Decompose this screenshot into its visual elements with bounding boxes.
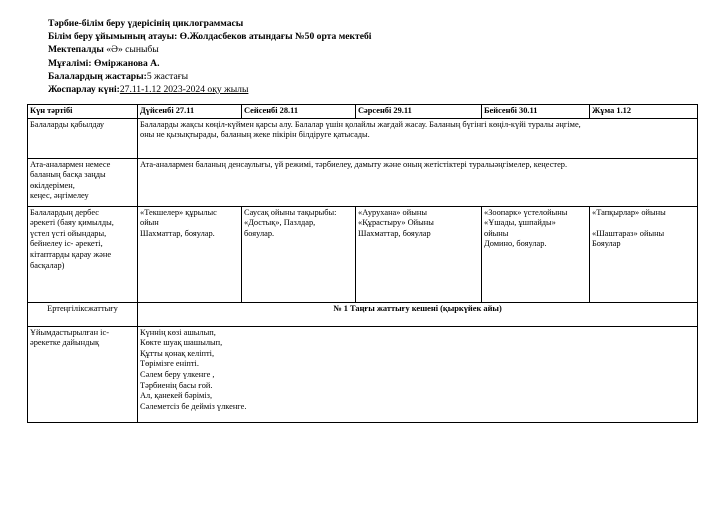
document-title: Тәрбие-білім беру үдерісінің циклограммасы xyxy=(48,18,244,29)
activity-tuesday-line: «Достық», Пазлдар, xyxy=(244,218,316,228)
activity-thursday-line: ойыны xyxy=(484,228,509,238)
activity-tuesday-line: Саусақ ойыны тақырыбы: xyxy=(244,207,337,217)
reception-text xyxy=(138,118,698,158)
activity-monday xyxy=(138,206,242,302)
organization-line xyxy=(48,30,371,43)
poem-line: Көкте шуақ шашылып, xyxy=(140,338,223,348)
reception-label: Балаларды қабылдау xyxy=(28,118,138,158)
reception-text-line: оны не қызықтырады, баланың жеке пікірін білдіруге қатысады. xyxy=(140,130,370,140)
activity-friday-spacer xyxy=(592,218,695,229)
readiness-label-line: әрекетке дайындық xyxy=(30,338,100,348)
table-header-row xyxy=(28,105,698,119)
poem-line: Төрімізге еніпті. xyxy=(140,359,199,369)
poem-line: Ал, қанекей бәріміз, xyxy=(140,391,213,401)
poem-line: Сәлем беру үлкенге , xyxy=(140,369,215,379)
organization-value: Ө.Жолдасбеков атындағы №50 орта мектебі xyxy=(177,31,372,43)
plan-date-value: 27.11-1.12 2023-2024 оқу жылы xyxy=(119,84,249,96)
activity-label-line: Балалардың дербес xyxy=(30,207,99,217)
reception-text-line: Балаларды жақсы көңіл-күймен қарсы алу. Балалар үшін қолайлы жағдай жасау. Баланың бүгінгі көңіл-күйі туралы әңгіме, xyxy=(140,119,581,129)
plan-date-line xyxy=(48,83,371,96)
activity-friday-line: Бояулар xyxy=(592,239,621,249)
column-header-friday: Жұма 1.12 xyxy=(590,105,698,119)
parents-label-line: кеңес, әңгімелеу xyxy=(30,191,89,201)
exercise-label: Ертеңгіліксжаттығу xyxy=(28,302,138,326)
teacher-value: Өміржанова А. xyxy=(91,57,160,69)
table-row-reception xyxy=(28,118,698,158)
poem-line: Тәрбиенің басы ғой. xyxy=(140,380,213,390)
parents-label-line: өкілдерімен, xyxy=(30,180,75,190)
activity-label-line: бейнелеу іс- әрекеті, xyxy=(30,239,103,249)
exercise-text: № 1 Таңғы жаттығу кешені (қыркүйек айы) xyxy=(138,302,698,326)
activity-wednesday-line: Шахматтар, бояулар xyxy=(358,228,431,238)
age-line xyxy=(48,70,371,83)
organization-label: Білім беру ұйымының атауы: xyxy=(48,31,178,43)
poem-line: Құтты қонақ келіпті, xyxy=(140,348,215,358)
column-header-monday: Дүйсенбі 27.11 xyxy=(138,105,242,119)
activity-label-line: басқалар) xyxy=(30,260,65,270)
table-row-parents xyxy=(28,158,698,206)
activity-wednesday-line: «Аурухана» ойыны xyxy=(358,207,427,217)
document-header xyxy=(48,17,371,96)
activity-thursday-line: Домино, бояулар. xyxy=(484,239,547,249)
table-row-activity xyxy=(28,206,698,302)
activity-monday-line: ойын xyxy=(140,218,159,228)
age-label: Балалардың жастары: xyxy=(48,70,147,82)
column-header-tuesday: Сейсенбі 28.11 xyxy=(242,105,356,119)
parents-text: Ата-аналармен баланың денсаулығы, үй режимі, тәрбиелеу, дамыту және оның жетістіктері туралыәңгімелер, кеңестер. xyxy=(138,158,698,206)
group-value: «Ә» сыныбы xyxy=(103,44,159,56)
activity-label-line: әрекеті (баяу қимылды, xyxy=(30,218,114,228)
group-label: Мектепалды xyxy=(48,44,104,56)
age-value: 5 жастағы xyxy=(146,70,189,82)
activity-friday-line: «Тапқырлар» ойыны xyxy=(592,207,666,217)
column-header-schedule: Күн тәртібі xyxy=(28,105,138,119)
readiness-poem xyxy=(138,326,698,422)
activity-friday xyxy=(590,206,698,302)
activity-wednesday xyxy=(356,206,482,302)
activity-monday-line: «Текшелер» құрылыс xyxy=(140,207,217,217)
column-header-thursday: Бейсенбі 30.11 xyxy=(482,105,590,119)
parents-label-line: баланың басқа заңды xyxy=(30,170,106,180)
plan-date-label: Жоспарлау күні: xyxy=(48,84,120,96)
activity-friday-line: «Шаштараз» ойыны xyxy=(592,228,665,238)
activity-wednesday-line: «Құрастыру» Ойыны xyxy=(358,218,434,228)
activity-tuesday-line: бояулар. xyxy=(244,228,275,238)
poem-line: Сәлеметсіз бе дейміз үлкенге. xyxy=(140,401,247,411)
activity-thursday xyxy=(482,206,590,302)
activity-tuesday xyxy=(242,206,356,302)
teacher-line xyxy=(48,57,371,70)
readiness-label xyxy=(28,326,138,422)
activity-thursday-line: «Ұшады, ұшпайды» xyxy=(484,218,556,228)
poem-line: Күннің көзі ашылып, xyxy=(140,327,216,337)
parents-label xyxy=(28,158,138,206)
activity-label-line: кітаптарды қарау және xyxy=(30,249,112,259)
parents-label-line: Ата-аналармен немесе xyxy=(30,159,111,169)
teacher-label: Мұғалімі: xyxy=(48,57,92,69)
readiness-label-line: Ұйымдастырылған іс- xyxy=(30,327,109,337)
activity-monday-line: Шахматтар, бояулар. xyxy=(140,228,215,238)
table-row-exercise xyxy=(28,302,698,326)
column-header-wednesday: Сәрсенбі 29.11 xyxy=(356,105,482,119)
table-row-readiness xyxy=(28,326,698,422)
activity-label-line: үстел үсті ойындары, xyxy=(30,228,107,238)
group-line xyxy=(48,43,371,56)
activity-thursday-line: «Зоопарк» үстелойыны xyxy=(484,207,568,217)
schedule-table xyxy=(27,104,698,423)
activity-label xyxy=(28,206,138,302)
